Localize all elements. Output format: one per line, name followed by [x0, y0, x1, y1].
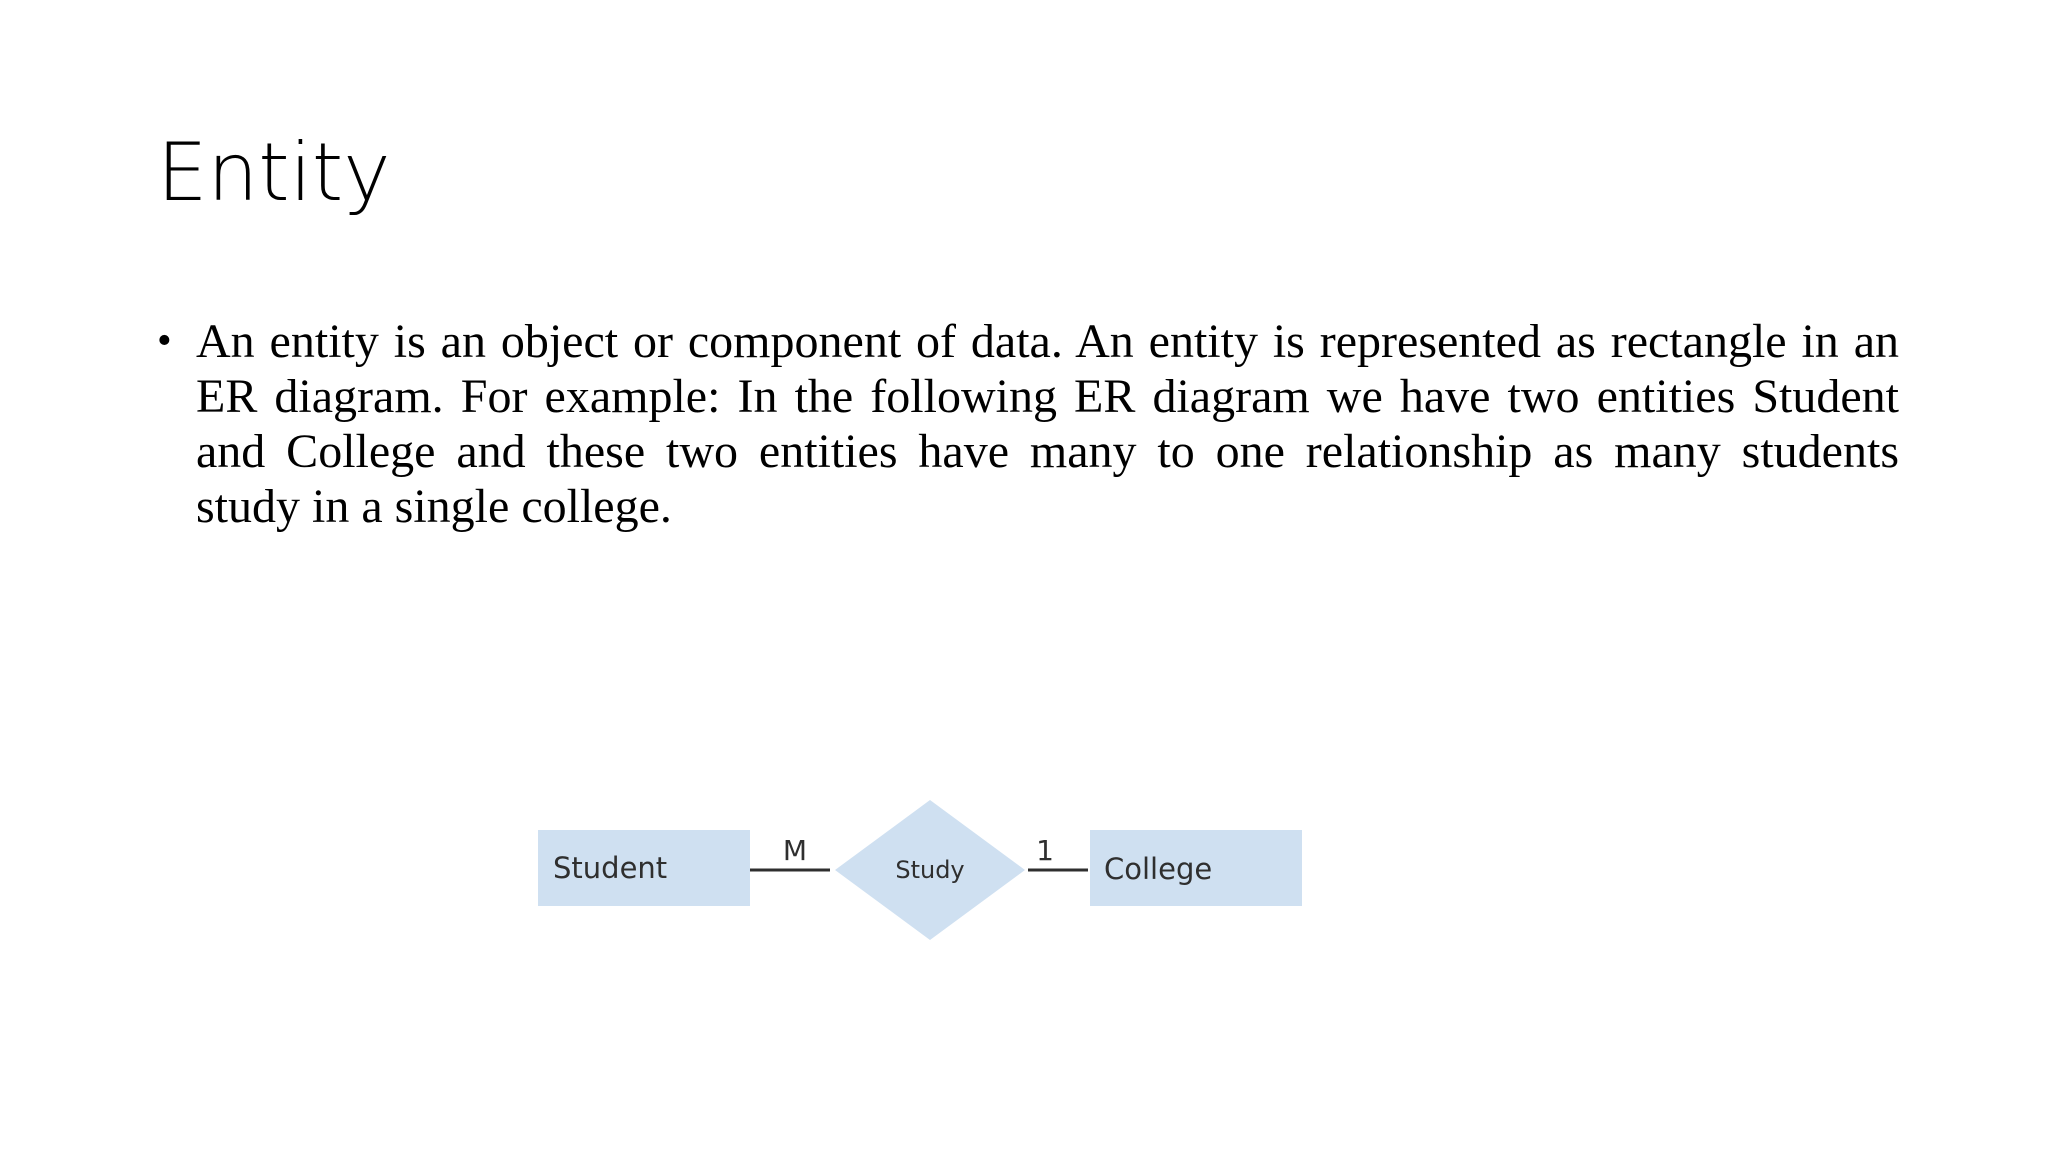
- entity-student-label: Student: [553, 851, 668, 885]
- er-diagram: [520, 790, 1320, 950]
- relationship-study-label: Study: [895, 856, 965, 884]
- cardinality-left: M: [782, 834, 808, 867]
- slide-title: Entity: [157, 126, 391, 219]
- bullet-list: [157, 314, 1899, 534]
- bullet-marker: •: [157, 318, 172, 364]
- entity-college-label: College: [1104, 852, 1213, 886]
- bullet-text: An entity is an object or component of data. An entity is represented as rectangle in an ER diagram. For example: In the following ER diagram we have two entities Student and College and these two entities have many to one relationship as many students study in a single college.: [196, 315, 1899, 533]
- cardinality-right: 1: [1036, 834, 1054, 867]
- bullet-item: [157, 314, 1899, 534]
